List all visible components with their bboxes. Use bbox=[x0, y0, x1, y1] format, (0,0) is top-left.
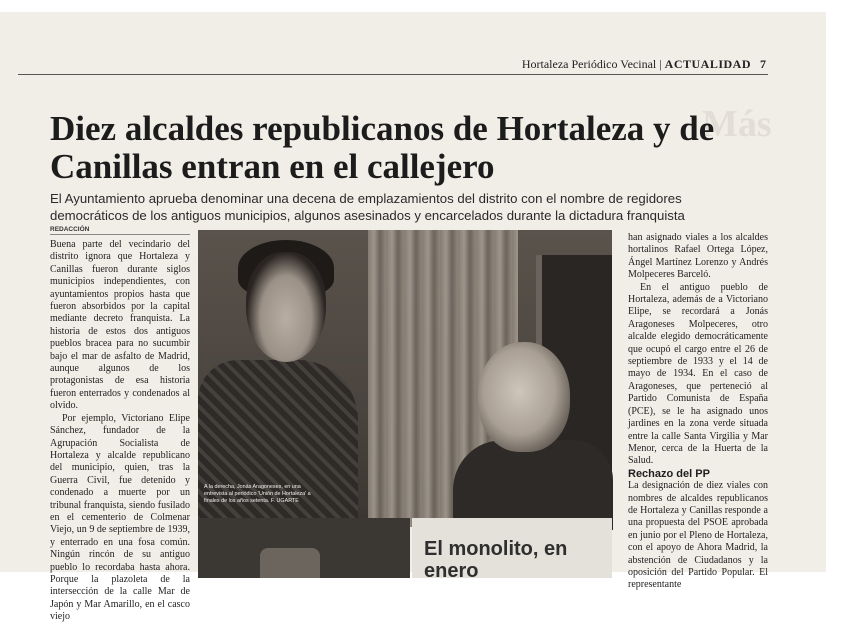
paragraph: han asignado viales a los alcaldes hortalinos Rafael Ortega López, Ángel Martínez Lorenzo y Andrés Molpeceres Barceló. bbox=[628, 232, 768, 281]
page-number: 7 bbox=[760, 57, 766, 71]
section-subheading: Rechazo del PP bbox=[628, 467, 710, 480]
photo-old-man-body bbox=[453, 440, 613, 530]
left-column bbox=[50, 239, 190, 623]
photo-old-man-face bbox=[478, 342, 570, 452]
paragraph: Por ejemplo, Victoriano Elipe Sánchez, fundador de la Agrupación Socialista de Hortaleza y alcalde republicano del municipio, quien, tras la Guerra Civil, fue detenido y condenado a muerte por un tribunal franquista, siendo fusilado en el cementerio de Colmenar Viejo, un 9 de septiembre de 1939, y enterrado en una fosa común. Ningún rincón de su antiguo pueblo lo recordaba hasta ahora. Porque la plazoleta de la intersección de la calle Mar de Japón y Mar Amarillo, en el casco viejo bbox=[50, 412, 190, 623]
article-subheadline: El Ayuntamiento aprueba denominar una decena de emplazamientos del distrito con el nombre de regidores democráticos de los antiguos municipios, algunos asesinados y encarcelados durante la dictadura franquista bbox=[50, 191, 685, 223]
right-column bbox=[628, 232, 768, 591]
header-rule bbox=[18, 74, 768, 75]
main-photo bbox=[198, 230, 612, 527]
paragraph: En el antiguo pueblo de Hortaleza, además de a Victoriano Elipe, se recordará a Jonás Aragoneses Molpeceres, otro alcalde elegido democráticamente que ocupó el cargo entre el 26 de septiembre de 1933 y el 14 de mayo de 1934. En el caso de Aragoneses, que perteneció al Partido Comunista de España (PCE), se le ha asignado unos jardines en la zona verde situada entre la calle Santa Virgilia y Mar Menor, cerca de la Huerta de la Salud. bbox=[628, 281, 768, 467]
running-header bbox=[522, 57, 766, 72]
paragraph: Buena parte del vecindario del distrito ignora que Hortaleza y Canillas fueron durante siglos municipios independientes, con ayuntamientos propios hasta que fueron absorbidos por la capital mediante decreto franquista. La historia de estos dos antiguos pueblos bracea para no sucumbir bajo el mar de asfalto de Madrid, aunque algunos de los protagonistas de esa historia fueron enterrados y condenados al olvido. bbox=[50, 239, 190, 412]
photo-caption: A la derecha, Jonás Aragoneses, en una entrevista al periódico 'Unión de Hortaleza' a finales de los años setenta. F. UGARTE bbox=[204, 484, 311, 504]
photo-young-man-face bbox=[246, 252, 326, 362]
secondary-photo bbox=[198, 518, 410, 578]
sidebar-box-title: El monolito, en enero bbox=[424, 538, 568, 582]
photo-object bbox=[260, 548, 320, 578]
newspaper-page bbox=[0, 12, 826, 623]
byline: REDACCIÓN bbox=[50, 226, 190, 235]
publication-name: Hortaleza Periódico Vecinal bbox=[521, 57, 657, 71]
adjacent-page-text: Más bbox=[702, 103, 772, 145]
paragraph: La designación de diez viales con nombres de alcaldes republicanos de Hortaleza y Canillas responde a una propuesta del PSOE aprobada en junio por el Pleno de Hortaleza, con el apoyo de Ahora Madrid, la abstención de Ciudadanos y la oposición del Partido Popular. El representante bbox=[628, 480, 768, 591]
section-name: ACTUALIDAD bbox=[664, 57, 751, 71]
article-headline: Diez alcaldes republicanos de Hortaleza y de Canillas entran en el callejero bbox=[50, 109, 715, 186]
header-separator: | bbox=[659, 57, 662, 71]
sidebar-box bbox=[412, 518, 612, 582]
